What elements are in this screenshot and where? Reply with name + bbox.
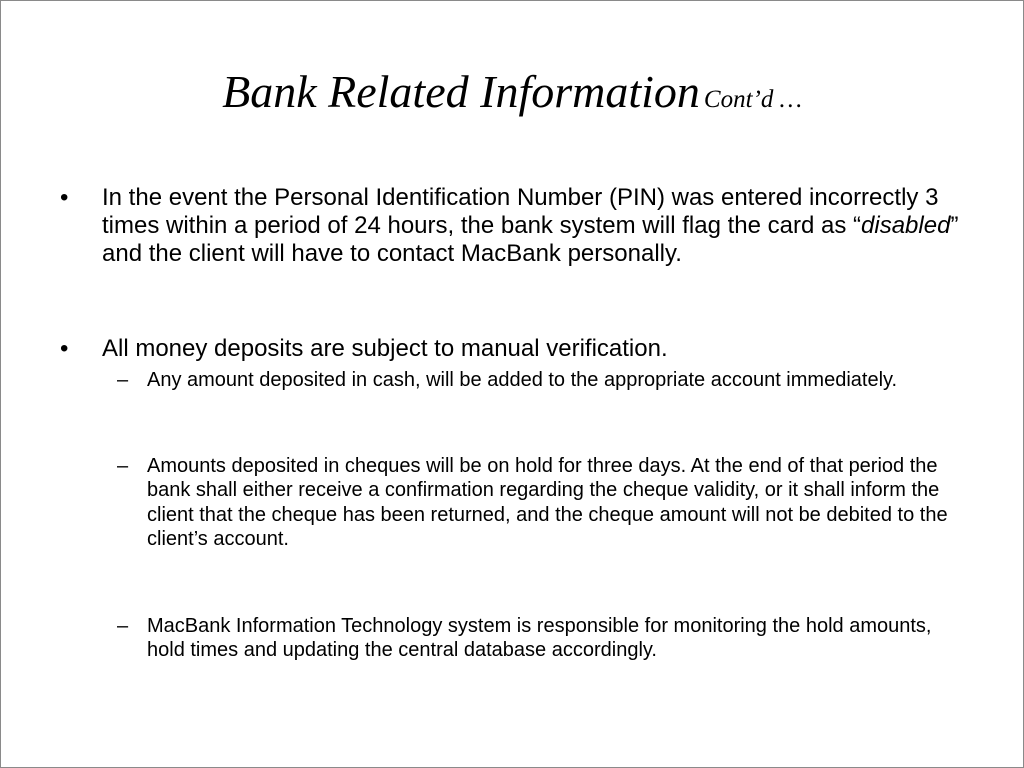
sub-item-text: MacBank Information Technology system is responsible for monitoring the hold amounts, hold times and updating the central database accordingly. xyxy=(147,615,932,662)
bullet-marker: • xyxy=(60,184,69,211)
bullet-marker: • xyxy=(60,335,69,362)
bullet-text-after: ” and the client will have to contact MacBank personally. xyxy=(102,212,959,267)
sub-item-text: Any amount deposited in cash, will be added to the appropriate account immediately. xyxy=(147,369,898,391)
sub-item-cash xyxy=(117,368,967,392)
sub-bullet-marker: – xyxy=(117,615,129,637)
sub-item-text: Amounts deposited in cheques will be on hold for three days. At the end of that period the bank shall either receive a confirmation regarding the cheque validity, or it shall inform the client that the cheque has been returned, and the cheque amount will not be debited to the client’s account. xyxy=(147,455,948,550)
bullet-emphasis: disabled xyxy=(861,212,951,239)
sub-bullet-marker: – xyxy=(117,455,129,477)
bullet-item-pin xyxy=(60,184,962,268)
bullet-text: All money deposits are subject to manual verification. xyxy=(102,335,668,362)
slide-title-suffix: Cont’d … xyxy=(703,86,802,113)
bullet-text: In the event the Personal Identification Number (PIN) was entered incorrectly 3 times within a period of 24 hours, the bank system will flag the card as “ xyxy=(102,184,939,239)
bullet-item-deposits xyxy=(60,335,962,363)
sub-item-it-system xyxy=(117,614,967,663)
slide-body xyxy=(1,1,1023,767)
slide-title-main: Bank Related Information xyxy=(222,66,700,117)
sub-item-cheques xyxy=(117,454,967,551)
sub-bullet-marker: – xyxy=(117,369,129,391)
